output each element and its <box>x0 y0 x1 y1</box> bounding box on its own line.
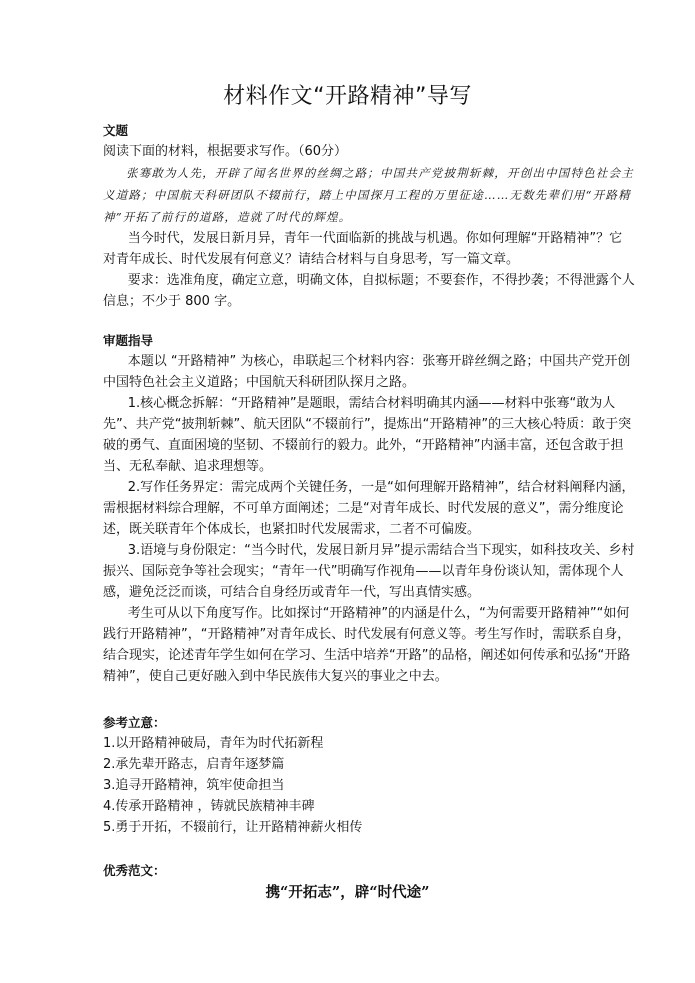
guidance-section <box>103 330 635 687</box>
guidance-point-1: 1.核心概念拆解：“开路精神”是题眼，需结合材料明确其内涵——材料中张骞“敢为人先”、共产党“披荆斩棘”、航天团队“不辍前行”，提炼出“开路精神”的三大核心特质：敢于突破的勇气、直面困境的坚韧、不辍前行的毅力。此外，“开路精神”内涵丰富，还包含敢于担当、无私奉献、追求理想等。 <box>103 396 632 474</box>
guidance-angles: 考生可从以下角度写作。比如探讨“开路精神”的内涵是什么，“为何需要开路精神”“如何践行开路精神”，“开路精神”对青年成长、时代发展有何意义等。考生写作时，需联系自身，结合现实，论述青年学生如何在学习、生活中培养“开路”的品格，阐述如何传承和弘扬“开路精神”，使自己更好融入到中华民族伟大复兴的事业之中去。 <box>103 606 631 684</box>
guidance-point-3: 3.语境与身份限定：“当今时代，发展日新月异”提示需结合当下现实，如科技攻关、乡村振兴、国际竞争等社会现实；“青年一代”明确写作视角——以青年身份谈认知，需体现个人感，避免泛泛而谈，可结合自身经历或青年一代，写出真情实感。 <box>103 543 635 600</box>
guidance-heading: 审题指导 <box>103 333 154 348</box>
reference-item: 4.传承开路精神 ，铸就民族精神丰碑 <box>103 799 315 814</box>
prompt-section <box>103 120 635 312</box>
reference-section <box>103 712 635 838</box>
reference-item: 3.追寻开路精神，筑牢使命担当 <box>103 778 285 793</box>
prompt-task: 当今时代，发展日新月异，青年一代面临新的挑战与机遇。你如何理解“开路精神”？它对青年成长、时代发展有何意义？请结合材料与自身思考，写一篇文章。 <box>103 231 623 267</box>
prompt-instruction: 阅读下面的材料，根据要求写作。（60分） <box>103 144 348 159</box>
reference-item: 5.勇于开拓，不辍前行，让开路精神薪火相传 <box>103 820 363 835</box>
sample-section <box>103 860 635 881</box>
reference-heading: 参考立意： <box>103 715 166 730</box>
prompt-requirements: 要求：选准角度，确定立意，明确文体，自拟标题；不要套作，不得抄袭；不得泄露个人信息；不少于 800 字。 <box>103 273 635 309</box>
sample-essay-title: 携“开拓志”，辟“时代途” <box>265 884 430 901</box>
prompt-material: 张骞敢为人先，开辟了闻名世界的丝绸之路；中国共产党披荆斩棘，开创出中国特色社会主义道路；中国航天科研团队不辍前行，踏上中国探月工程的万里征途……无数先辈们用“开路精神”开拓了前行的道路，造就了时代的辉煌。 <box>103 166 634 224</box>
document-title: 材料作文“开路精神”导写 <box>223 84 472 109</box>
guidance-point-2: 2.写作任务界定：需完成两个关键任务，一是“如何理解开路精神”，结合材料阐释内涵，需根据材料综合理解，不可单方面阐述；二是“对青年成长、时代发展的意义”，需分维度论述，既关联青年个体成长，也紧扣时代发展需求，二者不可偏废。 <box>103 480 635 537</box>
guidance-intro: 本题以 “开路精神” 为核心，串联起三个材料内容：张骞开辟丝绸之路；中国共产党开创中国特色社会主义道路；中国航天科研团队探月之路。 <box>103 354 631 390</box>
reference-item: 1.以开路精神破局，青年为时代拓新程 <box>103 736 324 751</box>
sample-heading: 优秀范文： <box>103 863 166 878</box>
reference-item: 2.承先辈开路志，启青年逐梦篇 <box>103 757 285 772</box>
prompt-heading: 文题 <box>103 123 129 138</box>
